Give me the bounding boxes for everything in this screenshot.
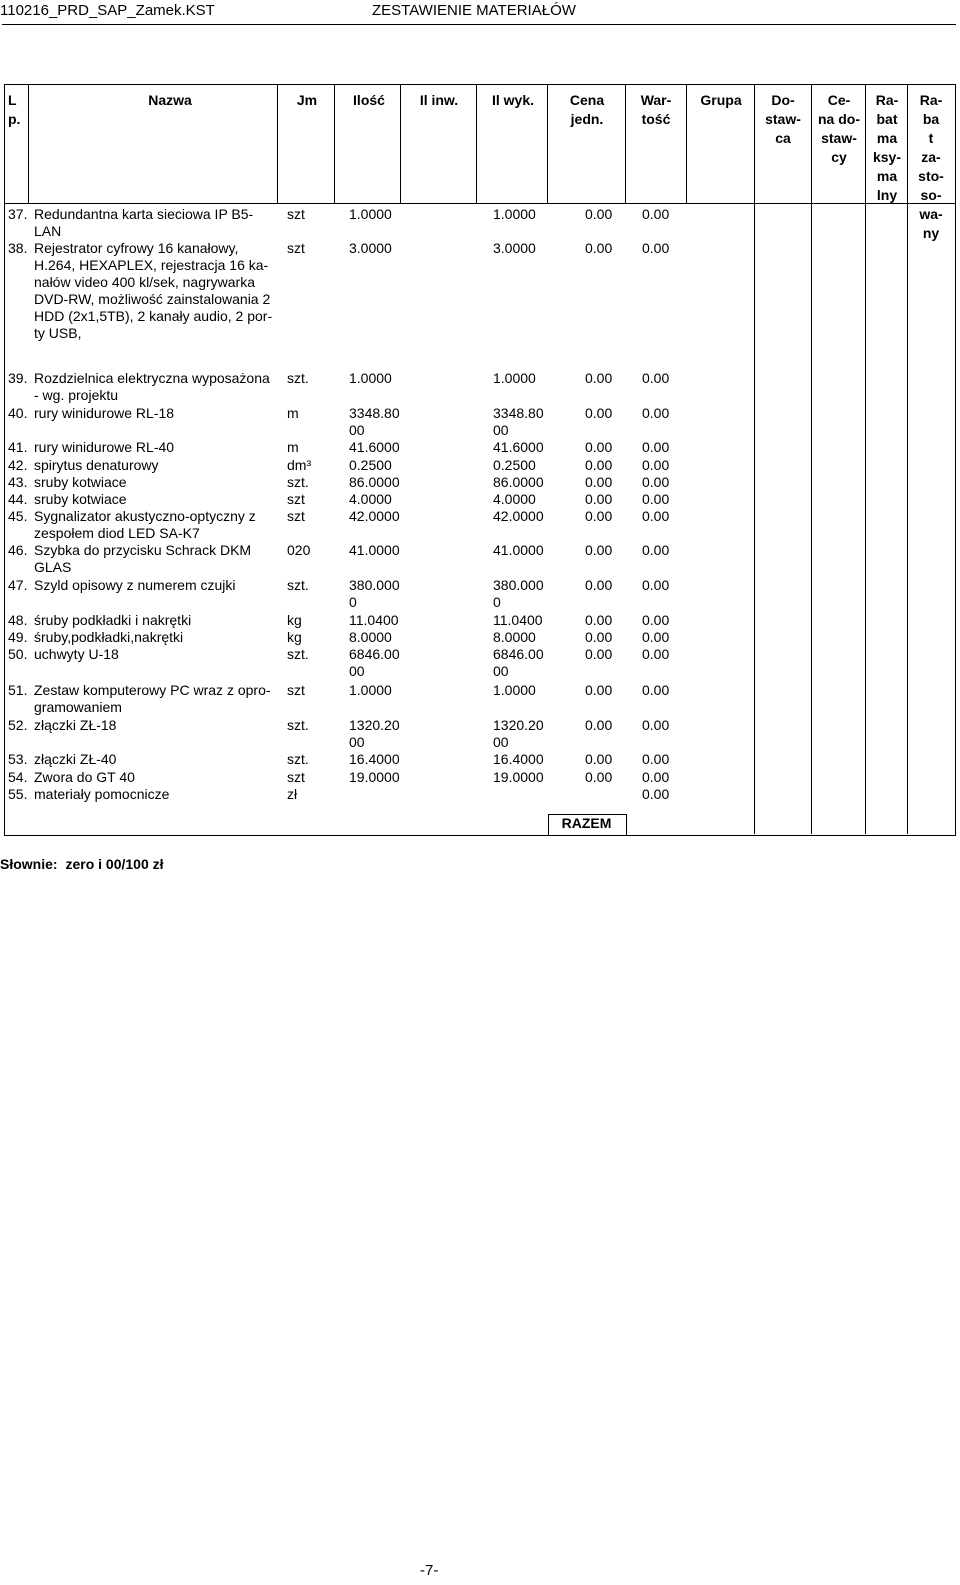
cell-nazwa: rury winidurowe RL-18	[34, 405, 175, 421]
cell-wartosc: 0.00	[585, 491, 613, 507]
cell-ilosc: 380.000 0	[349, 577, 400, 610]
cell-wartosc: 0.00	[585, 508, 613, 524]
cell-cena: 86.0000	[493, 474, 544, 490]
cell-wartosc: 0.00	[585, 405, 613, 421]
cell-jm: szt	[287, 206, 305, 222]
cell-ilosc: 1.0000	[349, 682, 392, 698]
cell-jm: kg	[287, 612, 302, 628]
cell-lp: 51.	[8, 682, 28, 698]
col-header-cena-dostawcy: Ce- na do- staw- cy	[818, 92, 860, 165]
cell-nazwa: uchwyty U-18	[34, 646, 119, 662]
cell-lp: 43.	[8, 474, 28, 490]
col-header-cena: Cena jedn.	[569, 92, 605, 127]
cell-wartosc: 0.00	[585, 717, 613, 733]
cell-grupa: 0.00	[642, 751, 670, 767]
col-header-dostawca: Do- staw- ca	[765, 92, 801, 146]
col-header-nazwa: Nazwa	[148, 92, 192, 108]
cell-wartosc: 0.00	[585, 542, 613, 558]
amount-in-words	[0, 856, 164, 872]
col-divider	[686, 84, 687, 204]
cell-wartosc: 0.00	[585, 240, 613, 256]
col-divider	[547, 84, 548, 204]
amount-in-words-label: Słownie:	[0, 856, 58, 872]
cell-cena: 16.4000	[493, 751, 544, 767]
cell-ilosc: 4.0000	[349, 491, 392, 507]
col-divider	[865, 84, 866, 834]
cell-nazwa: materiały pomocnicze	[34, 786, 170, 802]
cell-wartosc: 0.00	[585, 439, 613, 455]
cell-ilosc: 1320.20 00	[349, 717, 400, 750]
col-header-rabat-zastosowany: Ra- ba t za- sto- so- wa- ny	[918, 92, 944, 241]
cell-jm: szt.	[287, 370, 309, 386]
cell-lp: 40.	[8, 405, 28, 421]
cell-jm: szt	[287, 769, 305, 785]
cell-ilosc: 0.2500	[349, 457, 392, 473]
cell-nazwa: Sygnalizator akustyczno-optyczny z zespołem diod LED SA-K7	[34, 508, 256, 541]
cell-cena: 1.0000	[493, 682, 536, 698]
cell-grupa: 0.00	[642, 405, 670, 421]
col-divider	[625, 84, 626, 204]
cell-grupa: 0.00	[642, 206, 670, 222]
cell-wartosc: 0.00	[585, 629, 613, 645]
cell-cena: 41.6000	[493, 439, 544, 455]
cell-cena: 380.000 0	[493, 577, 544, 610]
cell-nazwa: Zestaw komputerowy PC wraz z opro- gramowaniem	[34, 682, 271, 715]
cell-nazwa: Redundantna karta sieciowa IP B5- LAN	[34, 206, 254, 239]
col-header-wartosc: War- tość	[640, 92, 672, 127]
cell-lp: 50.	[8, 646, 28, 662]
col-divider	[754, 84, 755, 834]
cell-lp: 49.	[8, 629, 28, 645]
col-divider	[334, 84, 335, 204]
col-header-il-inw: Il inw.	[419, 92, 459, 108]
cell-lp: 54.	[8, 769, 28, 785]
cell-cena: 4.0000	[493, 491, 536, 507]
page-number: -7-	[420, 1562, 439, 1579]
cell-grupa: 0.00	[642, 577, 670, 593]
cell-grupa: 0.00	[642, 508, 670, 524]
cell-jm: szt.	[287, 474, 309, 490]
cell-cena: 0.2500	[493, 457, 536, 473]
cell-lp: 53.	[8, 751, 28, 767]
cell-grupa: 0.00	[642, 457, 670, 473]
cell-nazwa: Rozdzielnica elektryczna wyposażona - wg. projektu	[34, 370, 270, 403]
cell-grupa: 0.00	[642, 491, 670, 507]
cell-cena: 19.0000	[493, 769, 544, 785]
col-header-lp: L p.	[8, 92, 21, 127]
cell-wartosc: 0.00	[585, 646, 613, 662]
cell-jm: m	[287, 439, 299, 455]
cell-wartosc: 0.00	[585, 474, 613, 490]
cell-nazwa: złączki ZŁ-40	[34, 751, 117, 767]
cell-cena: 3348.80 00	[493, 405, 544, 438]
cell-ilosc: 1.0000	[349, 206, 392, 222]
cell-ilosc: 42.0000	[349, 508, 400, 524]
cell-jm: dm³	[287, 457, 312, 473]
cell-cena: 1.0000	[493, 370, 536, 386]
cell-ilosc: 3.0000	[349, 240, 392, 256]
cell-grupa: 0.00	[642, 717, 670, 733]
cell-ilosc: 1.0000	[349, 370, 392, 386]
cell-jm: zł	[287, 786, 298, 802]
cell-jm: szt.	[287, 646, 309, 662]
col-divider	[907, 84, 908, 834]
cell-ilosc: 19.0000	[349, 769, 400, 785]
cell-nazwa: sruby kotwiace	[34, 474, 127, 490]
cell-jm: szt	[287, 682, 305, 698]
cell-ilosc: 16.4000	[349, 751, 400, 767]
cell-lp: 42.	[8, 457, 28, 473]
cell-cena: 8.0000	[493, 629, 536, 645]
cell-wartosc: 0.00	[585, 612, 613, 628]
cell-lp: 39.	[8, 370, 28, 386]
cell-nazwa: Rejestrator cyfrowy 16 kanałowy, H.264, HEXAPLEX, rejestracja 16 ka- nałów video 400 kl/sek, nagrywarka DVD-RW, możliwość zainstalowania 2 HDD (2x1,5TB), 2 kanały audio, 2 por- ty USB,	[34, 240, 273, 341]
cell-nazwa: rury winidurowe RL-40	[34, 439, 175, 455]
cell-grupa: 0.00	[642, 682, 670, 698]
amount-in-words-value: zero i 00/100 zł	[65, 856, 164, 872]
col-header-rabat-maksymalny: Ra- bat ma ksy- ma lny	[872, 92, 902, 203]
cell-ilosc: 8.0000	[349, 629, 392, 645]
cell-grupa: 0.00	[642, 240, 670, 256]
cell-ilosc: 11.0400	[349, 612, 399, 628]
cell-nazwa: Zwora do GT 40	[34, 769, 135, 785]
col-header-jm: Jm	[296, 92, 318, 108]
cell-jm: szt.	[287, 717, 309, 733]
cell-cena: 3.0000	[493, 240, 536, 256]
cell-nazwa: spirytus denaturowy	[34, 457, 159, 473]
cell-grupa: 0.00	[642, 542, 670, 558]
cell-lp: 38.	[8, 240, 28, 256]
col-header-ilosc: Ilość	[353, 92, 385, 108]
cell-cena: 1320.20 00	[493, 717, 544, 750]
razem-label: RAZEM	[561, 815, 612, 831]
cell-lp: 52.	[8, 717, 28, 733]
cell-ilosc: 41.6000	[349, 439, 400, 455]
cell-ilosc: 86.0000	[349, 474, 400, 490]
cell-jm: szt.	[287, 577, 309, 593]
cell-nazwa: śruby,podkładki,nakrętki	[34, 629, 184, 645]
cell-grupa: 0.00	[642, 786, 670, 802]
cell-nazwa: złączki ZŁ-18	[34, 717, 117, 733]
cell-wartosc: 0.00	[585, 577, 613, 593]
document-title: ZESTAWIENIE MATERIAŁÓW	[372, 2, 576, 19]
cell-jm: szt.	[287, 751, 309, 767]
cell-nazwa: Szybka do przycisku Schrack DKM GLAS	[34, 542, 252, 575]
col-divider	[811, 84, 812, 834]
cell-lp: 45.	[8, 508, 28, 524]
cell-wartosc: 0.00	[585, 370, 613, 386]
cell-ilosc: 3348.80 00	[349, 405, 400, 438]
col-divider	[28, 84, 29, 204]
cell-jm: kg	[287, 629, 302, 645]
cell-lp: 46.	[8, 542, 28, 558]
cell-grupa: 0.00	[642, 629, 670, 645]
col-header-grupa: Grupa	[700, 92, 742, 108]
cell-nazwa: Szyld opisowy z numerem czujki	[34, 577, 236, 593]
cell-grupa: 0.00	[642, 646, 670, 662]
cell-jm: m	[287, 405, 299, 421]
filename: 110216_PRD_SAP_Zamek.KST	[0, 2, 215, 19]
col-divider	[476, 84, 477, 204]
col-divider	[400, 84, 401, 204]
cell-ilosc: 6846.00 00	[349, 646, 400, 679]
cell-nazwa: śruby podkładki i nakrętki	[34, 612, 192, 628]
cell-cena: 41.0000	[493, 542, 544, 558]
cell-grupa: 0.00	[642, 612, 670, 628]
header-divider	[2, 24, 956, 25]
cell-grupa: 0.00	[642, 769, 670, 785]
cell-lp: 37.	[8, 206, 28, 222]
cell-wartosc: 0.00	[585, 769, 613, 785]
cell-wartosc: 0.00	[585, 206, 613, 222]
cell-cena: 42.0000	[493, 508, 544, 524]
cell-lp: 47.	[8, 577, 28, 593]
cell-jm: szt	[287, 508, 305, 524]
cell-grupa: 0.00	[642, 439, 670, 455]
cell-ilosc: 41.0000	[349, 542, 400, 558]
cell-wartosc: 0.00	[585, 751, 613, 767]
cell-wartosc: 0.00	[585, 682, 613, 698]
cell-nazwa: sruby kotwiace	[34, 491, 127, 507]
cell-cena: 1.0000	[493, 206, 536, 222]
cell-grupa: 0.00	[642, 370, 670, 386]
cell-cena: 6846.00 00	[493, 646, 544, 679]
col-divider	[277, 84, 278, 204]
cell-jm: szt	[287, 491, 305, 507]
cell-lp: 41.	[8, 439, 28, 455]
cell-cena: 11.0400	[493, 612, 543, 628]
cell-jm: szt	[287, 240, 305, 256]
cell-lp: 55.	[8, 786, 28, 802]
header-rule	[4, 203, 956, 204]
cell-lp: 48.	[8, 612, 28, 628]
col-header-il-wyk: Il wyk.	[491, 92, 535, 108]
cell-lp: 44.	[8, 491, 28, 507]
cell-grupa: 0.00	[642, 474, 670, 490]
cell-wartosc: 0.00	[585, 457, 613, 473]
cell-jm: 020	[287, 542, 311, 558]
